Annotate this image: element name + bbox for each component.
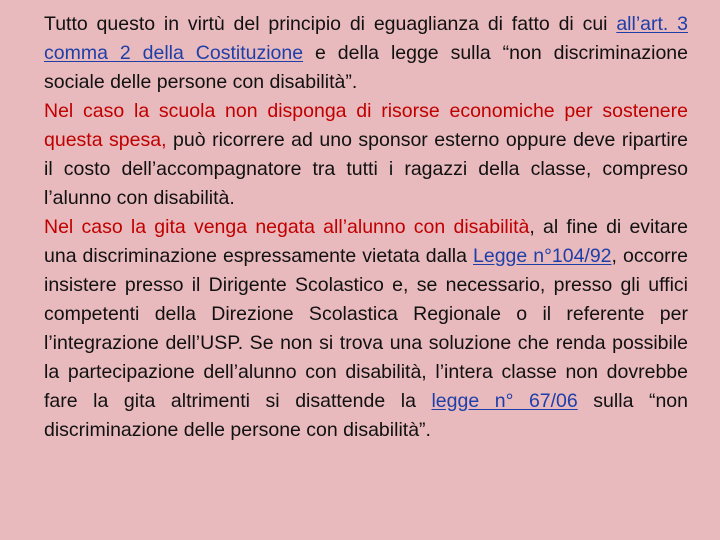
link-legge-104-92[interactable]: Legge n°104/92 — [473, 245, 612, 267]
paragraph-eguaglianza — [44, 10, 688, 97]
link-costituzione[interactable]: all’art. 3 comma 2 della Costituzione — [44, 13, 688, 64]
link-legge-67-06[interactable]: legge n° 67/06 — [431, 390, 578, 412]
text-block — [44, 10, 688, 445]
emphasis-text: Nel caso la scuola non disponga di risorse economiche per sostenere questa spesa, — [44, 100, 688, 151]
paragraph-text: sulla “non discriminazione delle persone con disabilità”. — [44, 390, 688, 441]
paragraph-risorse — [44, 97, 688, 213]
paragraph-text: e della legge sulla “non discriminazione sociale delle persone con disabilità”. — [44, 42, 688, 93]
emphasis-text: Nel caso la gita venga negata all’alunno con disabilità — [44, 216, 530, 238]
paragraph-text: può ricorrere ad uno sponsor esterno oppure deve ripartire il costo dell’accompagnatore tra tutti i ragazzi della classe, compreso l’alunno con disabilità. — [44, 129, 688, 209]
paragraph-text: , occorre insistere presso il Dirigente Scolastico e, se necessario, presso gli uffici competenti della Direzione Scolastica Regionale o il referente per l’integrazione dell’USP. Se non si trova una soluzione che renda possibile la partecipazione dell’alunno con disabilità, l’intera classe non dovrebbe fare la gita altrimenti si disattende la — [44, 245, 688, 412]
paragraph-text: Tutto questo in virtù del principio di eguaglianza di fatto di cui — [44, 13, 617, 35]
paragraph-text: , al fine di evitare una discriminazione espressamente vietata dalla — [44, 216, 688, 267]
paragraph-gita-negata — [44, 213, 688, 445]
